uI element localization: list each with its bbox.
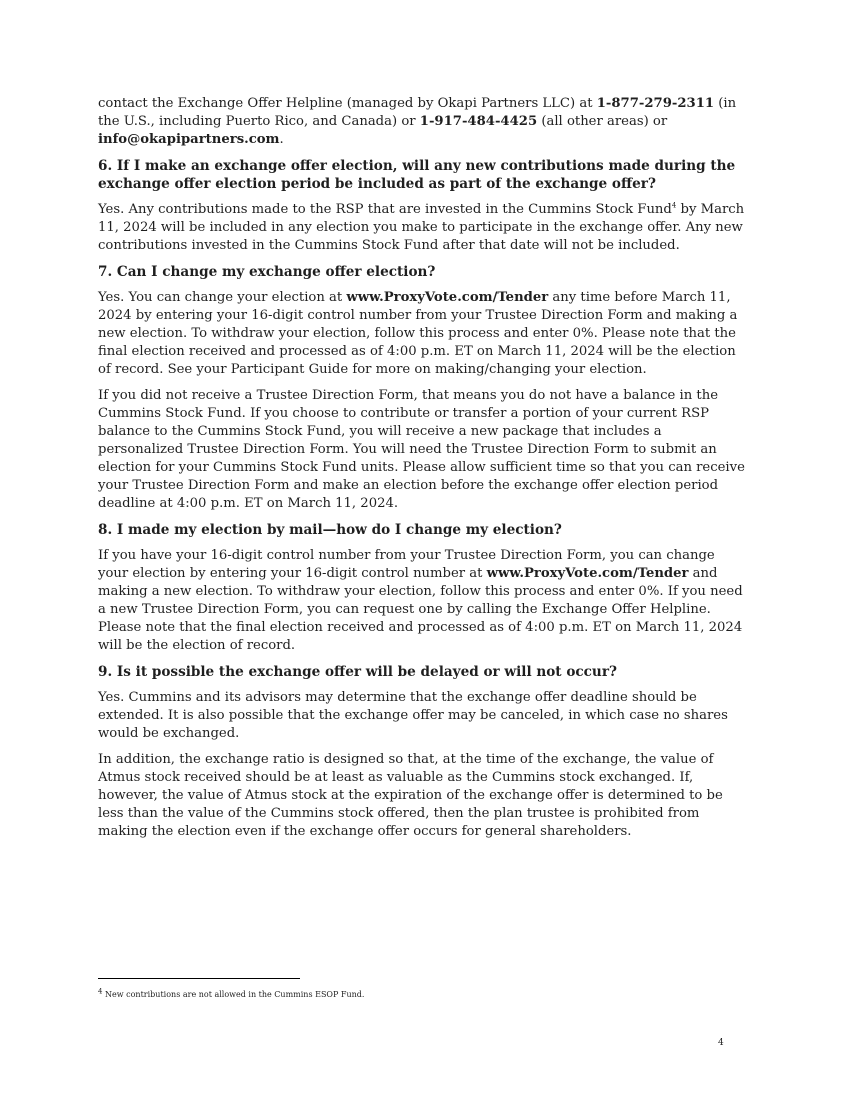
footnote-marker: 4: [98, 987, 103, 996]
footnote: [98, 989, 748, 1000]
question-6-heading: 6. If I make an exchange offer election, will any new contributions made during the exchange offer election period be included as part of the exchange offer?: [98, 158, 736, 192]
intro-text: (in the U.S., including Puerto Rico, and Canada) or: [98, 96, 737, 129]
page-number: 4: [718, 1038, 724, 1048]
helpline-phone-other: 1-917-484-4425: [419, 114, 538, 129]
question-8-answer: [98, 547, 748, 655]
intro-text: contact the Exchange Offer Helpline (managed by Okapi Partners LLC) at: [98, 96, 597, 111]
footnote-text: New contributions are not allowed in the Cummins ESOP Fund.: [102, 990, 365, 999]
question-7-answer-1: [98, 289, 748, 379]
question-8-heading: 8. I made my election by mail—how do I change my election?: [98, 522, 562, 538]
proxyvote-link: www.ProxyVote.com/Tender: [486, 566, 689, 581]
intro-text: .: [279, 132, 284, 147]
footnote-ref: 4: [671, 201, 677, 210]
question-7-answer-2: If you did not receive a Trustee Direction Form, that means you do not have a balance in the Cummins Stock Fund. If you choose to contribute or transfer a portion of your current RSP balance to the Cummins Stock Fund, you will receive a new package that includes a personalized Trustee Direction Form. You will need the Trustee Direction Form to submit an election for your Cummins Stock Fund units. Please allow sufficient time so that you can receive your Trustee Direction Form and make an election before the exchange offer election period deadline at 4:00 p.m. ET on March 11, 2024.: [98, 388, 745, 511]
question-9-answer-2: In addition, the exchange ratio is designed so that, at the time of the exchange, the value of Atmus stock received should be at least as valuable as the Cummins stock exchanged. If, however, the value of Atmus stock at the expiration of the exchange offer is determined to be less than the value of the Cummins stock offered, then the plan trustee is prohibited from making the election even if the exchange offer occurs for general shareholders.: [98, 752, 723, 839]
intro-paragraph: [98, 95, 748, 149]
answer-text: by March 11, 2024 will be included in any election you make to participate in the exchange offer. Any new contributions invested in the Cummins Stock Fund after that date will not be included.: [98, 202, 745, 253]
document-body: [98, 95, 748, 849]
question-9-answer-1: Yes. Cummins and its advisors may determine that the exchange offer deadline should be extended. It is also possible that the exchange offer may be canceled, in which case no shares would be exchanged.: [98, 690, 728, 741]
answer-text: If you have your 16-digit control number from your Trustee Direction Form, you can change your election by entering your 16-digit control number at: [98, 548, 715, 581]
answer-text: and making a new election. To withdraw your election, follow this process and enter 0%. If you need a new Trustee Direction Form, you can request one by calling the Exchange Offer Helpline. Please note that the final election received and processed as of 4:00 p.m. ET on March 11, 2024 will be the election of record.: [98, 566, 743, 653]
answer-text: any time before March 11, 2024 by entering your 16-digit control number from your Trustee Direction Form and making a new election. To withdraw your election, follow this process and enter 0%. Please note that the final election received and processed as of 4:00 p.m. ET on March 11, 2024 will be the election of record. See your Participant Guide for more on making/changing your election.: [98, 290, 738, 377]
question-6-answer: [98, 201, 748, 255]
intro-text: (all other areas) or: [537, 114, 668, 129]
question-7-heading: 7. Can I change my exchange offer election?: [98, 264, 436, 280]
helpline-email: info@okapipartners.com: [98, 132, 280, 147]
answer-text: Yes. You can change your election at: [98, 290, 347, 305]
footnote-divider: [98, 978, 300, 979]
helpline-phone-us: 1-877-279-2311: [596, 96, 715, 111]
proxyvote-link: www.ProxyVote.com/Tender: [346, 290, 549, 305]
question-9-heading: 9. Is it possible the exchange offer will be delayed or will not occur?: [98, 664, 617, 680]
answer-text: Yes. Any contributions made to the RSP that are invested in the Cummins Stock Fund: [98, 202, 672, 217]
